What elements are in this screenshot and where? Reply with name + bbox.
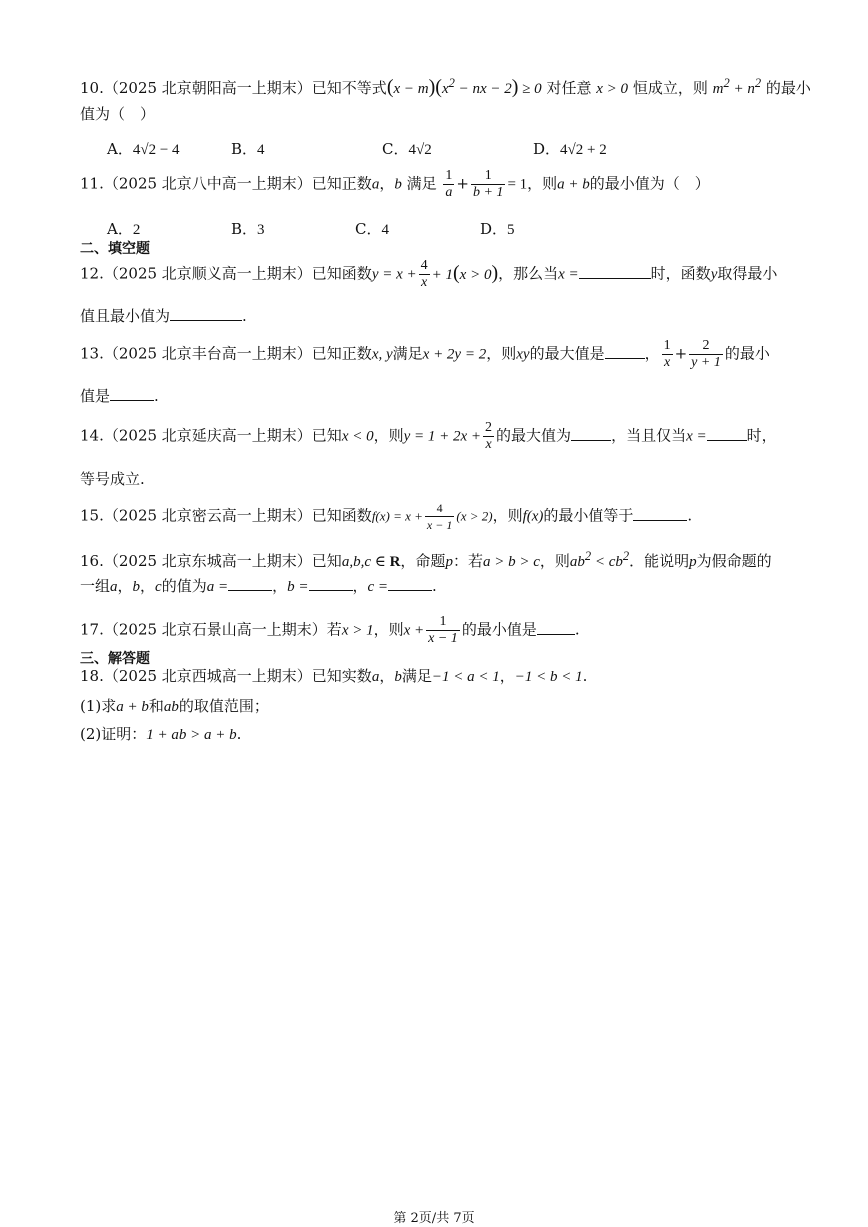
question-11: 11.（2025 北京八中高一上期末）已知正数a，b 满足 $\frac{1}{a}$ + $\frac{1}{b + 1}$ = 1，则a + b的最小值为（ ） — [80, 168, 710, 200]
q10-inequality: $(x - m)(x^2$ − nx − 2) ≥ 0 — [386, 76, 542, 98]
question-12: 12.（2025 北京顺义高一上期末）已知函数y = x + $\frac{4}{x}$ + 1(x > 0)，那么当x = 时，函数y取得最小 值且最小值为 . — [80, 258, 778, 325]
q17-blank[interactable] — [537, 620, 575, 635]
question-10 — [80, 70, 811, 130]
q14-blank-max[interactable] — [571, 426, 611, 441]
q16-blank-c[interactable] — [388, 576, 432, 591]
q10-option-c[interactable]: C．4√2 — [382, 140, 432, 158]
q16-blank-b[interactable] — [309, 576, 353, 591]
question-15: 15.（2025 北京密云高一上期末）已知函数f(x) = x + $\frac{4}{x - 1}$ (x > 2)，则f(x)的最小值等于 . — [80, 501, 693, 532]
q18-part1: (1)求a + b和ab的取值范围； — [80, 697, 269, 715]
q11-option-d[interactable]: D．5 — [480, 220, 515, 238]
q10-prefix: 10.（2025 北京朝阳高一上期末）已知不等式 — [80, 79, 387, 97]
section-heading-solution: 三、解答题 — [80, 651, 150, 667]
q15-blank[interactable] — [633, 506, 687, 521]
q11-option-c[interactable]: C．4 — [355, 220, 389, 238]
q14-blank-x[interactable] — [707, 426, 747, 441]
q11-option-a[interactable]: A．2 — [107, 220, 141, 238]
q10-target: $m^2 + n^2$ — [712, 76, 762, 97]
q12-blank-x[interactable] — [579, 264, 651, 279]
question-17: 17.（2025 北京石景山高一上期末）若x > 1，则x + $\frac{1}{x - 1}$ 的最小值是 . — [80, 614, 580, 646]
question-18: 18.（2025 北京西城高一上期末）已知实数a，b满足−1 < a < 1，−1 < b < 1. (1)求a + b和ab的取值范围； (2)证明：1 + ab > a + b. — [80, 667, 588, 743]
q11-prefix: 11.（2025 北京八中高一上期末）已知正数 — [80, 174, 372, 193]
q10-tail: 的最小 — [765, 79, 811, 97]
question-14: 14.（2025 北京延庆高一上期末）已知x < 0，则y = 1 + 2x + $\frac{2}{x}$ 的最大值为 ，当且仅当x = 时， 等号成立. — [80, 420, 777, 488]
q10-cond2: 恒成立，则 — [632, 79, 708, 97]
q10-option-b[interactable]: B．4 — [231, 140, 265, 158]
q18-part2: (2)证明：1 + ab > a + b. — [80, 725, 242, 743]
q16-blank-a[interactable] — [228, 576, 272, 591]
q10-x-pos: x > 0 — [596, 81, 629, 97]
q11-frac-1: $\frac{1}{a}$ — [445, 168, 453, 200]
q13-blank-max[interactable] — [605, 344, 645, 359]
q11-frac-2: $\frac{1}{b + 1}$ — [472, 168, 504, 200]
q10-cond: 对任意 — [546, 79, 592, 97]
q13-blank-min[interactable] — [110, 386, 154, 401]
q11-option-b[interactable]: B．3 — [231, 220, 265, 238]
question-13: 13.（2025 北京丰台高一上期末）已知正数x, y满足x + 2y = 2，则xy的最大值是 ， $\frac{1}{x}$ + $\frac{2}{y + 1}$ 的最小 值是 . — [80, 338, 770, 405]
section-heading-fill-in: 二、填空题 — [80, 241, 150, 257]
page-footer: 第 2页/共 7页 — [393, 1211, 475, 1226]
question-16: 16.（2025 北京东城高一上期末）已知a,b,c ∈ R，命题p：若a > b > c，则$ab^2 < cb^2$．能说明p为假命题的 一组a，b，c的值为a = ，b = ，c = . — [80, 549, 772, 595]
q12-blank-min[interactable] — [170, 306, 242, 321]
q10-option-d[interactable]: D．4√2 + 2 — [533, 140, 607, 158]
q10-line2: 值为（ ） — [80, 105, 156, 123]
q10-option-a[interactable]: A．4√2 − 4 — [107, 140, 180, 158]
